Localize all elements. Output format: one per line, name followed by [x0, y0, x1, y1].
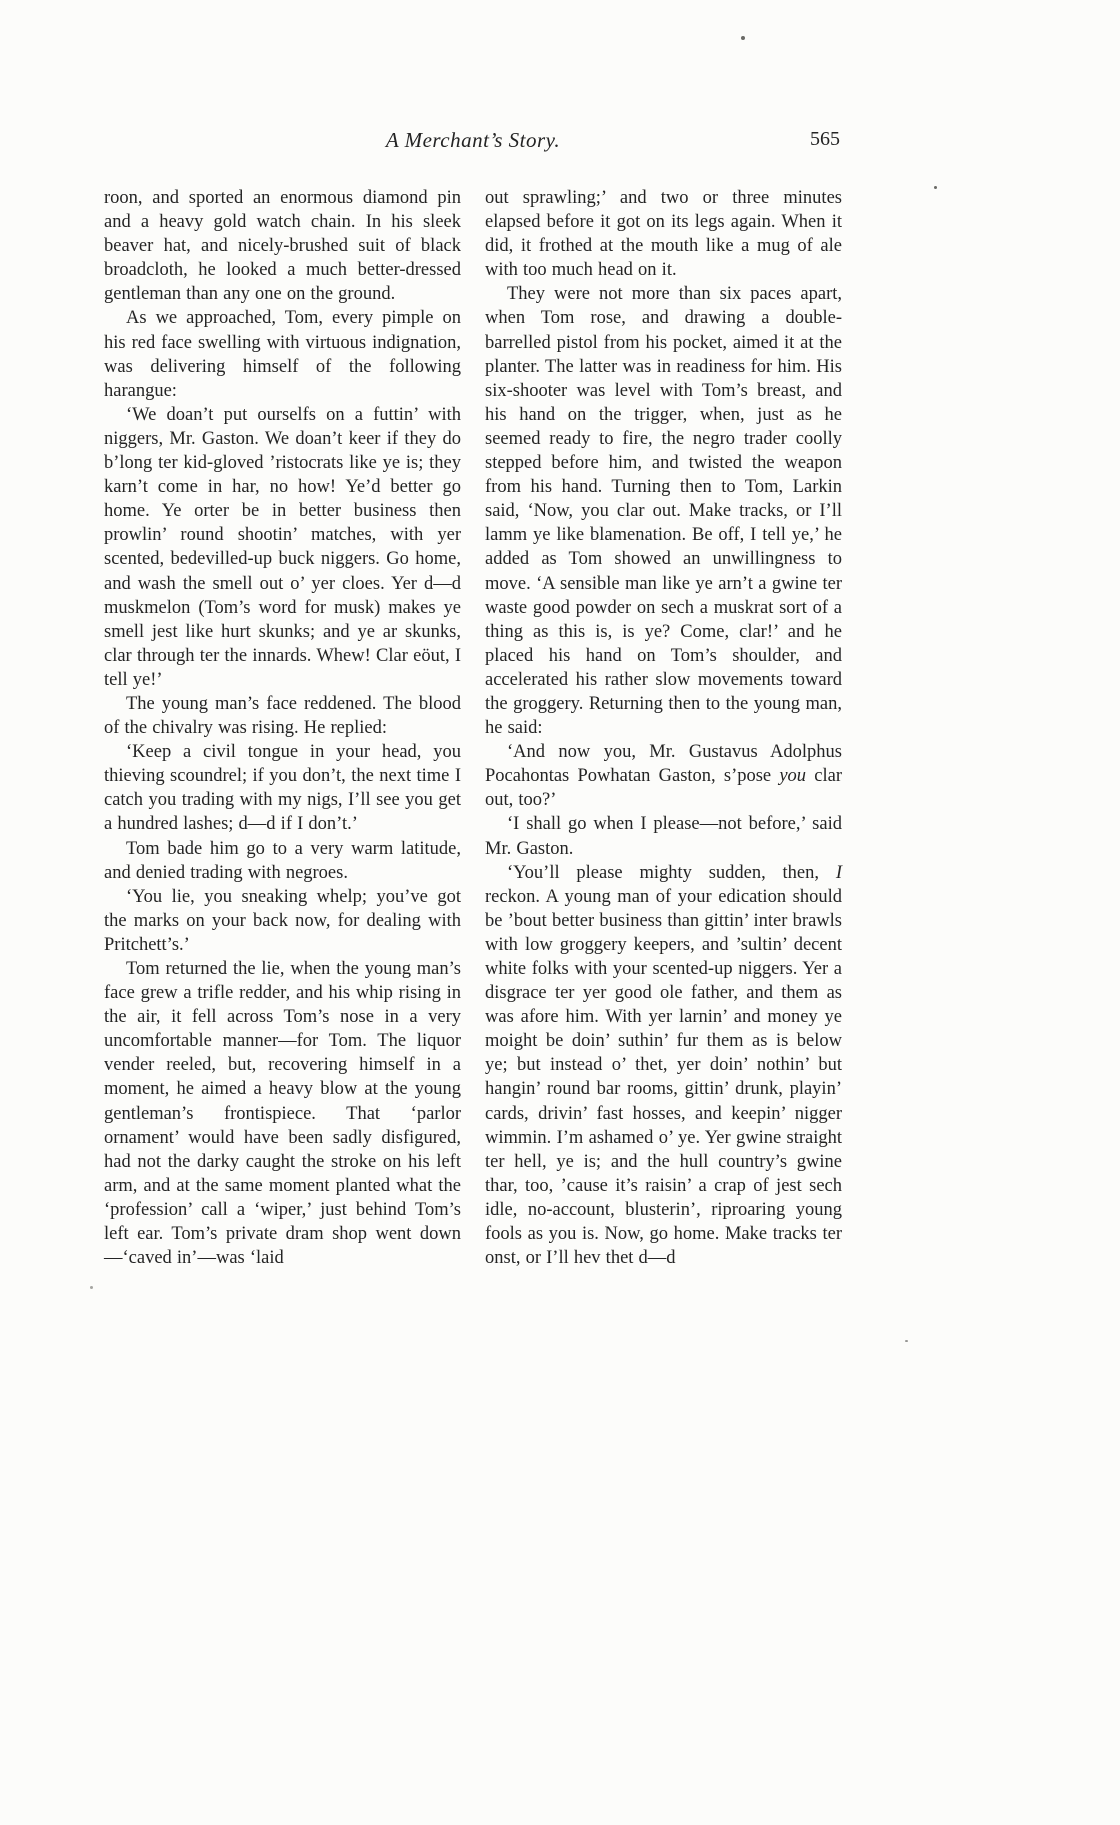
paragraph: As we approached, Tom, every pimple on his red face swelling with virtuous indignation, was delivering himself of the following harangue:	[104, 308, 461, 401]
paragraph: Tom returned the lie, when the young man’s face grew a trifle redder, and his whip rising in the air, it fell across Tom’s nose in a very uncomfortable manner—for Tom. The liquor vender reeled, but, recovering himself in a moment, he aimed a heavy blow at the young gentleman’s frontispiece. That ‘parlor ornament’ would have been sadly disfigured, had not the darky caught the stroke on his left arm, and at the same moment planted what the ‘profession’ call a ‘wiper,’ just behind Tom’s left ear. Tom’s private dram shop went down—‘caved in’—was ‘laid	[104, 959, 461, 1269]
paragraph: They were not more than six paces apart, when Tom rose, and drawing a double-barrelled pistol from his pocket, aimed it at the planter. The latter was in readiness for him. His six-shooter was level with Tom’s breast, and his hand on the trigger, when, just as he seemed ready to fire, the negro trader coolly stepped before him, and twisted the weapon from his hand. Turning then to Tom, Larkin said, ‘Now, you clar out. Make tracks, or I’ll lamm ye like blamenation. Be off, I tell ye,’ he added as Tom showed an unwillingness to move. ‘A sensible man like ye arn’t a gwine ter waste good powder on sech a muskrat sort of a thing as this is, is ye? Come, clar!’ and he placed his hand on Tom’s shoulder, and accelerated his rather slow movements toward the groggery. Returning then to the young man, he said:	[485, 284, 842, 739]
running-title: A Merchant’s Story.	[385, 128, 561, 152]
left-column	[104, 186, 461, 1270]
scan-speck	[905, 1340, 908, 1342]
paragraph: ‘You’ll please mighty sudden, then, I reckon. A young man of your edication should be ’bout better business than gittin’ inter brawls with low groggery keepers, and ’sultin’ decent white folks with your scented-up niggers. Yer a disgrace ter yer good ole father, and them as was afore him. With yer larnin’ and money ye moight be doin’ suthin’ fur them as is below ye; but instead o’ thet, yer doin’ nothin’ but hangin’ round bar rooms, gittin’ drunk, playin’ cards, drivin’ fast hosses, and keepin’ nigger wimmin. I’m ashamed o’ ye. Yer gwine straight ter hell, ye is; and the hull country’s gwine thar, too, ’cause it’s raisin’ a crap of jest sech idle, no-account, blusterin’, riproaring young fools as you is. Now, go home. Make tracks ter onst, or I’ll hev thet d—d	[485, 862, 842, 1269]
paragraph: roon, and sported an enormous diamond pin and a heavy gold watch chain. In his sleek beaver hat, and nicely-brushed suit of black broadcloth, he looked a much better-dressed gentleman than any one on the ground.	[104, 188, 461, 305]
page-number: 565	[810, 128, 840, 150]
text-block	[104, 128, 842, 1270]
paragraph: ‘I shall go when I please—not before,’ said Mr. Gaston.	[485, 814, 842, 859]
scan-speck	[741, 36, 745, 40]
scan-speck	[934, 186, 937, 189]
paragraph: ‘You lie, you sneaking whelp; you’ve got the marks on your back now, for dealing with Pritchett’s.’	[104, 886, 461, 955]
paragraph: ‘And now you, Mr. Gustavus Adolphus Pocahontas Powhatan Gaston, s’pose you clar out, too?’	[485, 742, 842, 811]
paragraph: ‘Keep a civil tongue in your head, you thieving scoundrel; if you don’t, the next time I catch you trading with my nigs, I’ll see you get a hundred lashes; d—d if I don’t.’	[104, 742, 461, 835]
paragraph: The young man’s face reddened. The blood of the chivalry was rising. He replied:	[104, 693, 461, 739]
scan-speck	[90, 1286, 93, 1289]
two-column-text	[104, 186, 842, 1270]
right-column	[485, 186, 842, 1270]
paragraph: out sprawling;’ and two or three minutes elapsed before it got on its legs again. When it did, it frothed at the mouth like a mug of ale with too much head on it.	[485, 188, 842, 281]
paragraph: Tom bade him go to a very warm latitude, and denied trading with negroes.	[104, 838, 461, 883]
page-header	[104, 128, 842, 162]
paragraph: ‘We doan’t put ourselfs on a futtin’ with niggers, Mr. Gaston. We doan’t keer if they do b’long ter kid-gloved ’ristocrats like ye is; they karn’t come in har, no how! Ye’d better go home. Ye orter be in better business then prowlin’ round shootin’ matches, with yer scented, bedevilled-up buck niggers. Go home, and wash the smell out o’ yer cloes. Yer d—d muskmelon (Tom’s word for musk) makes ye smell jest like hurt skunks; and ye ar skunks, clar through ter the innards. Whew! Clar eöut, I tell ye!’	[104, 404, 461, 690]
